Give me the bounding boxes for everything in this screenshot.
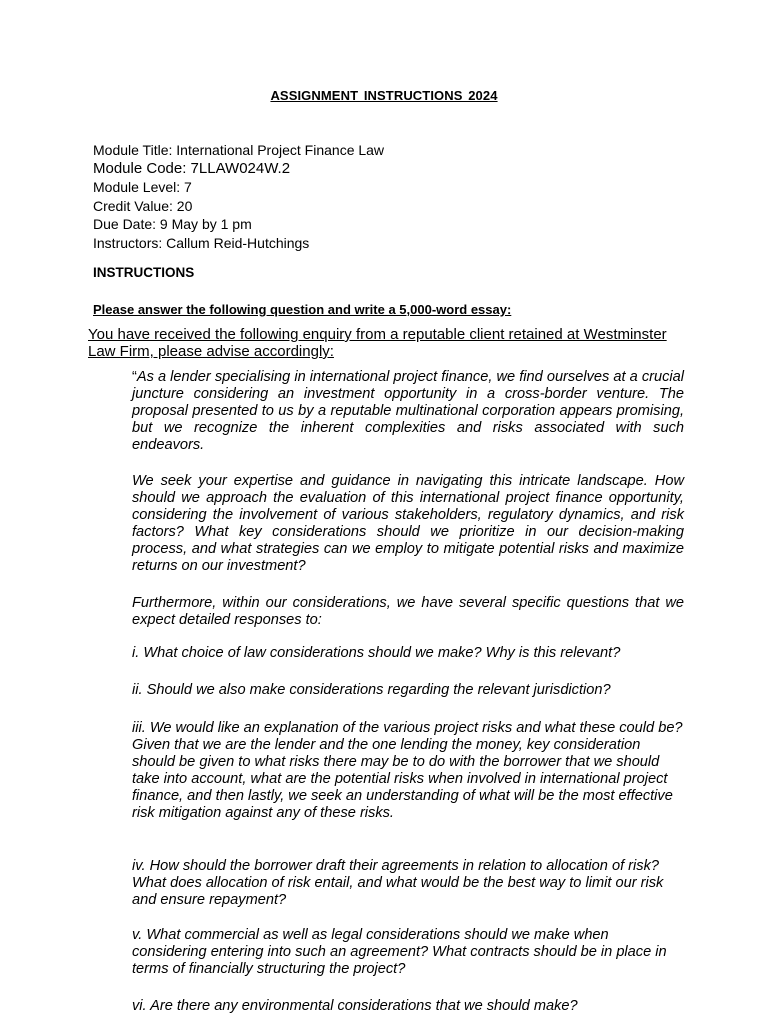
instructors: Instructors: Callum Reid-Hutchings [93, 234, 310, 251]
module-title: Module Title: International Project Finance Law [93, 142, 385, 158]
quote-paragraph-1 [132, 369, 684, 454]
open-quote-mark: “ [132, 369, 137, 385]
essay-prompt: Please answer the following question and write a 5,000-word essay: [93, 302, 512, 317]
module-level: Module Level: 7 [93, 179, 192, 196]
due-date: Due Date: 9 May by 1 pm [93, 216, 252, 233]
module-code: Module Code: 7LLAW024W.2 [93, 159, 291, 177]
quote-paragraph-3: Furthermore, within our considerations, we have several specific questions that we expect detailed responses to: [132, 595, 684, 628]
quote-paragraph-2: We seek your expertise and guidance in navigating this intricate landscape. How should we approach the evaluation of this international project finance opportunity, considering the involvement of various stakeholders, regulatory dynamics, and risk factors? What key considerations should we prioritize in our decision-making process, and what strategies can we employ to mitigate potential risks and maximize returns on our investment? [132, 473, 684, 574]
quote-paragraph-1-text: As a lender specialising in international project finance, we find ourselves at a crucial juncture considering an investment opportunity in a cross-border venture. The proposal presented to us by a reputable multinational corporation appears promising, but we recognize the inherent complexities and risks associated with such endeavors. [132, 369, 684, 453]
module-details [93, 141, 384, 253]
question-item: ii. Should we also make considerations regarding the relevant jurisdiction? [132, 682, 611, 698]
enquiry-text: You have received the following enquiry from a reputable client retained at Westminster Law Firm, please advise accordingly: [88, 326, 667, 360]
instructions-title: INSTRUCTIONS [93, 265, 195, 280]
document-heading: ASSIGNMENT INSTRUCTIONS 2024 [270, 88, 498, 103]
question-item: v. What commercial as well as legal considerations should we make when considering entering into such an agreement? What contracts should be in place in terms of financially structuring the project? [132, 927, 667, 977]
question-item: iii. We would like an explanation of the various project risks and what these could be? Given that we are the lender and the one lending the money, key consideration should be given to what risks there may be to do with the borrower that we should take into account, what are the potential risks when involved in international project finance, and then lastly, we seek an understanding of what will be the most effective risk mitigation against any of these risks. [132, 720, 683, 821]
credit-value: Credit Value: 20 [93, 197, 193, 214]
question-item: i. What choice of law considerations should we make? Why is this relevant? [132, 645, 621, 661]
question-item: vi. Are there any environmental considerations that we should make? [132, 998, 578, 1014]
question-item: iv. How should the borrower draft their agreements in relation to allocation of risk? What does allocation of risk entail, and what would be the best way to limit our risk and ensure repayment? [132, 858, 664, 908]
